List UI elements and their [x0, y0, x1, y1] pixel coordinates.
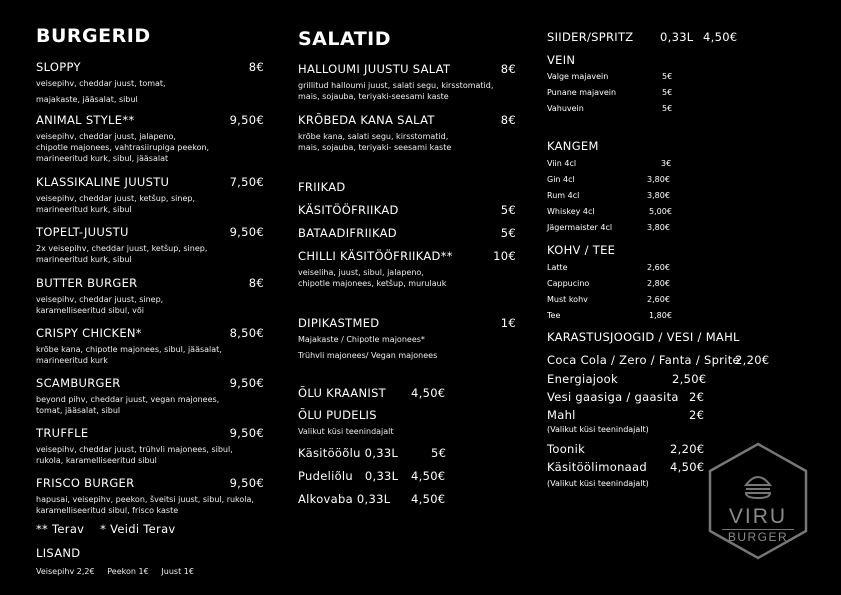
item-desc: karamelliseeritud sibul, frisco kaste — [36, 506, 179, 515]
item-desc: karamelliseeritud sibul, või — [36, 306, 145, 315]
menu-item — [298, 113, 516, 127]
soft-price: 2€ — [689, 390, 705, 404]
beer-item: Pudeliõlu 0,33L — [298, 469, 399, 483]
item-desc: tomat, jääsalat, sibul — [36, 406, 121, 415]
cider-size: 0,33L — [660, 30, 694, 44]
item-name: DIPIKASTMED — [298, 316, 380, 330]
logo-text-viru: VIRU — [728, 505, 788, 528]
draft-beer-title: ÕLU KRAANIST — [298, 386, 386, 400]
item-price: 5€ — [500, 226, 516, 240]
menu-item — [36, 326, 264, 340]
menu-item — [298, 249, 516, 263]
beer-item: Käsitööõlu 0,33L — [298, 446, 399, 460]
spirit-item: Whiskey 4cl — [547, 207, 595, 216]
coffee-item: Latte — [547, 263, 568, 272]
item-name: HALLOUMI JUUSTU SALAT — [298, 62, 451, 76]
item-name: TOPELT-JUUSTU — [36, 225, 129, 239]
menu-item — [298, 203, 516, 217]
bottle-beer-title: ÕLU PUDELIS — [298, 408, 377, 422]
item-name: FRISCO BURGER — [36, 476, 135, 490]
menu-item — [36, 60, 264, 74]
spirit-price: 3,80€ — [647, 191, 670, 200]
cider-price: 4,50€ — [703, 30, 738, 44]
item-desc: mais, sojauba, teriyaki-seesami kaste — [298, 92, 449, 101]
item-desc: chipotle majonees, ketšup, murulauk — [298, 279, 447, 288]
wine-price: 5€ — [662, 88, 673, 97]
viru-burger-logo — [706, 441, 810, 561]
item-price: 5€ — [500, 203, 516, 217]
item-price: 8€ — [500, 62, 516, 76]
coffee-price: 2,60€ — [647, 263, 670, 272]
burger-icon — [746, 477, 770, 498]
item-name: BUTTER BURGER — [36, 276, 138, 290]
item-name: ANIMAL STYLE** — [36, 113, 135, 127]
item-desc: chipotle majonees, vahtrasiirupiga peekon, — [36, 143, 210, 152]
soft-price: 2,50€ — [672, 372, 707, 386]
item-desc: grillitud halloumi juust, salati segu, kirsstomatid, — [298, 81, 494, 90]
spirit-price: 3,80€ — [647, 223, 670, 232]
soft-item: Käsitöölimonaad — [547, 460, 647, 474]
item-desc: veiseliha, juust, sibul, jalapeno, — [298, 268, 424, 277]
item-desc: marineeritud kurk — [36, 356, 108, 365]
salads-title: SALATID — [298, 28, 392, 50]
wine-price: 5€ — [662, 104, 673, 113]
coffee-item: Must kohv — [547, 295, 588, 304]
menu-item — [36, 476, 264, 490]
item-desc: majakaste, jääsalat, sibul — [36, 95, 138, 104]
soft-price: 2,20€ — [735, 353, 770, 367]
item-price: 9,50€ — [229, 225, 264, 239]
item-price: 8€ — [500, 113, 516, 127]
item-price: 7,50€ — [229, 175, 264, 189]
soft-note: (Valikut küsi teenindajalt) — [547, 479, 649, 488]
bottle-beer-note: Valikut küsi teenindajalt — [298, 427, 394, 436]
menu-item — [36, 225, 264, 239]
item-price: 8,50€ — [229, 326, 264, 340]
menu-item — [298, 316, 516, 330]
item-name: CHILLI KÄSITÖÖFRIIKAD** — [298, 249, 453, 263]
logo-text-burger: BURGER — [727, 530, 789, 544]
item-price: 1€ — [500, 316, 516, 330]
item-price: 9,50€ — [229, 113, 264, 127]
menu-item — [298, 62, 516, 76]
beer-item: Alkovaba 0,33L — [298, 492, 391, 506]
item-desc: Majakaste / Chipotle majonees* — [298, 335, 425, 344]
item-desc: veisepihv, cheddar juust, tomat, — [36, 79, 166, 88]
beer-price: 4,50€ — [411, 492, 446, 506]
item-desc: 2x veisepihv, cheddar juust, ketšup, sinep, — [36, 244, 208, 253]
item-desc: krõbe kana, chipotle majonees, sibul, jääsalat, — [36, 345, 222, 354]
soft-price: 2,20€ — [670, 442, 705, 456]
item-price: 8€ — [248, 276, 264, 290]
item-desc: rukola, karamelliseeritud sibul — [36, 456, 157, 465]
item-price: 9,50€ — [229, 376, 264, 390]
item-price: 9,50€ — [229, 476, 264, 490]
soft-item: Energiajook — [547, 372, 618, 386]
item-desc: hapusai, veisepihv, peekon, šveitsi juust, sibul, rukola, — [36, 495, 254, 504]
coffee-item: Cappucino — [547, 279, 590, 288]
item-desc: veisepihv, cheddar juust, sinep, — [36, 295, 164, 304]
menu-item — [298, 226, 516, 240]
item-name: KRÕBEDA KANA SALAT — [298, 113, 435, 127]
soft-drinks-title: KARASTUSJOOGID / VESI / MAHL — [547, 330, 740, 344]
menu-item — [36, 175, 264, 189]
coffee-price: 2,80€ — [647, 279, 670, 288]
soft-price: 2€ — [689, 408, 705, 422]
menu-item — [36, 113, 264, 127]
soft-item: Mahl — [547, 408, 576, 422]
item-desc: Trühvli majonees/ Vegan majonees — [298, 351, 438, 360]
lisand-items: Veisepihv 2,2€ Peekon 1€ Juust 1€ — [36, 567, 194, 576]
spirit-item: Gin 4cl — [547, 175, 575, 184]
wine-title: VEIN — [547, 53, 576, 67]
menu-item — [36, 426, 264, 440]
soft-note: (Valikut küsi teenindajalt) — [547, 425, 649, 434]
item-desc: veisepihv, cheddar juust, jalapeno, — [36, 132, 176, 141]
draft-beer-price: 4,50€ — [411, 386, 446, 400]
spirit-price: 3,80€ — [647, 175, 670, 184]
item-desc: krõbe kana, salati segu, kirsstomatid, — [298, 132, 449, 141]
wine-item: Vahuvein — [547, 104, 584, 113]
item-desc: marineeritud kurk, sibul — [36, 205, 132, 214]
spirit-price: 3€ — [661, 159, 672, 168]
item-desc: marineeritud kurk, sibul, jääsalat — [36, 154, 169, 163]
soft-item: Coca Cola / Zero / Fanta / Sprite — [547, 353, 740, 367]
item-name: KLASSIKALINE JUUSTU — [36, 175, 170, 189]
beer-price: 4,50€ — [411, 469, 446, 483]
item-name: TRUFFLE — [36, 426, 89, 440]
item-name: CRISPY CHICKEN* — [36, 326, 142, 340]
item-name: SLOPPY — [36, 60, 81, 74]
coffee-title: KOHV / TEE — [547, 243, 616, 257]
coffee-price: 2,60€ — [647, 295, 670, 304]
soft-price: 4,50€ — [670, 460, 705, 474]
soft-item: Toonik — [547, 442, 586, 456]
item-name: SCAMBURGER — [36, 376, 121, 390]
spirit-item: Viin 4cl — [547, 159, 577, 168]
spirits-title: KANGEM — [547, 139, 599, 153]
item-price: 9,50€ — [229, 426, 264, 440]
lisand-title: LISAND — [36, 546, 81, 560]
spirit-price: 5,00€ — [649, 207, 672, 216]
item-desc: mais, sojauba, teriyaki- seesami kaste — [298, 143, 452, 152]
item-desc: veisepihv, cheddar juust, trühvli majonees, sibul, — [36, 445, 233, 454]
coffee-price: 1,80€ — [649, 311, 672, 320]
beer-price: 5€ — [431, 446, 447, 460]
cider-title: SIIDER/SPRITZ — [547, 30, 634, 44]
item-desc: beyond pihv, cheddar juust, vegan majonees, — [36, 395, 220, 404]
spice-legend: ** Terav * Veidi Terav — [36, 522, 176, 536]
spirit-item: Jägermaister 4cl — [547, 223, 613, 232]
item-name: BATAADIFRIIKAD — [298, 226, 397, 240]
coffee-item: Tee — [547, 311, 561, 320]
item-desc: marineeritud kurk, sibul — [36, 255, 132, 264]
wine-price: 5€ — [662, 72, 673, 81]
spirit-item: Rum 4cl — [547, 191, 580, 200]
wine-item: Valge majavein — [547, 72, 609, 81]
menu-item — [36, 276, 264, 290]
burgers-title: BURGERID — [36, 25, 151, 47]
menu-item — [36, 376, 264, 390]
item-desc: veisepihv, cheddar juust, ketšup, sinep, — [36, 194, 196, 203]
fries-title: FRIIKAD — [298, 180, 346, 194]
item-price: 8€ — [248, 60, 264, 74]
item-name: KÄSITÖÖFRIIKAD — [298, 203, 399, 217]
wine-item: Punane majavein — [547, 88, 617, 97]
item-price: 10€ — [493, 249, 516, 263]
soft-item: Vesi gaasiga / gaasita — [547, 390, 679, 404]
